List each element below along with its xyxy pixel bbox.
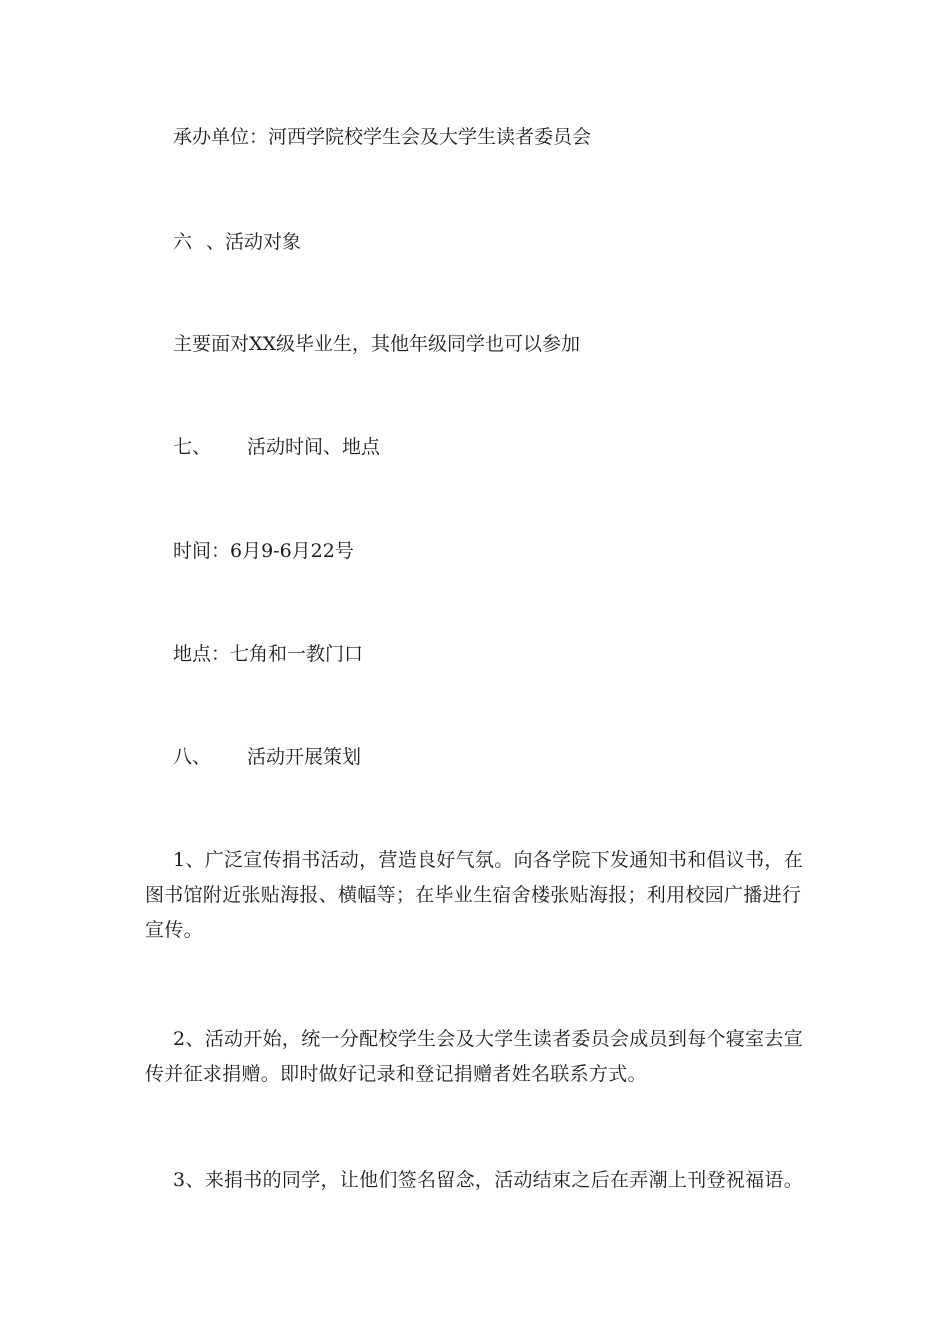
organizer-line xyxy=(173,121,591,153)
paragraph-3-text: 3、来捐书的同学，让他们签名留念，活动结束之后在弄潮上刊登祝福语。 xyxy=(173,1169,803,1191)
paragraph-3 xyxy=(145,1163,805,1198)
section-8-heading xyxy=(173,741,361,773)
section-6-number: 六 xyxy=(173,231,193,253)
audience-line xyxy=(173,328,580,360)
place-text: 地点：七角和一教门口 xyxy=(173,643,364,665)
paragraph-2-text: 2、活动开始，统一分配校学生会及大学生读者委员会成员到每个寝室去宣传并征求捐赠。即时做好记录和登记捐赠者姓名联系方式。 xyxy=(145,1028,803,1085)
time-text: 时间：6月9-6月22号 xyxy=(173,540,354,562)
section-6-title: 、活动对象 xyxy=(206,231,302,253)
place-line xyxy=(173,638,363,670)
paragraph-1 xyxy=(145,843,805,948)
section-8-number: 八、 xyxy=(173,746,212,768)
section-8-title: 活动开展策划 xyxy=(247,746,362,768)
section-6-heading xyxy=(173,226,301,258)
section-7-number: 七、 xyxy=(173,436,212,458)
time-line xyxy=(173,535,354,567)
paragraph-2 xyxy=(145,1022,805,1092)
audience-text: 主要面对XX级毕业生，其他年级同学也可以参加 xyxy=(173,333,581,355)
section-7-heading xyxy=(173,431,380,463)
organizer-text: 承办单位：河西学院校学生会及大学生读者委员会 xyxy=(173,126,592,148)
section-7-title: 活动时间、地点 xyxy=(247,436,381,458)
paragraph-1-text: 1、广泛宣传捐书活动，营造良好气氛。向各学院下发通知书和倡议书，在图书馆附近张贴海报、横幅等；在毕业生宿舍楼张贴海报；利用校园广播进行宣传。 xyxy=(145,849,803,941)
